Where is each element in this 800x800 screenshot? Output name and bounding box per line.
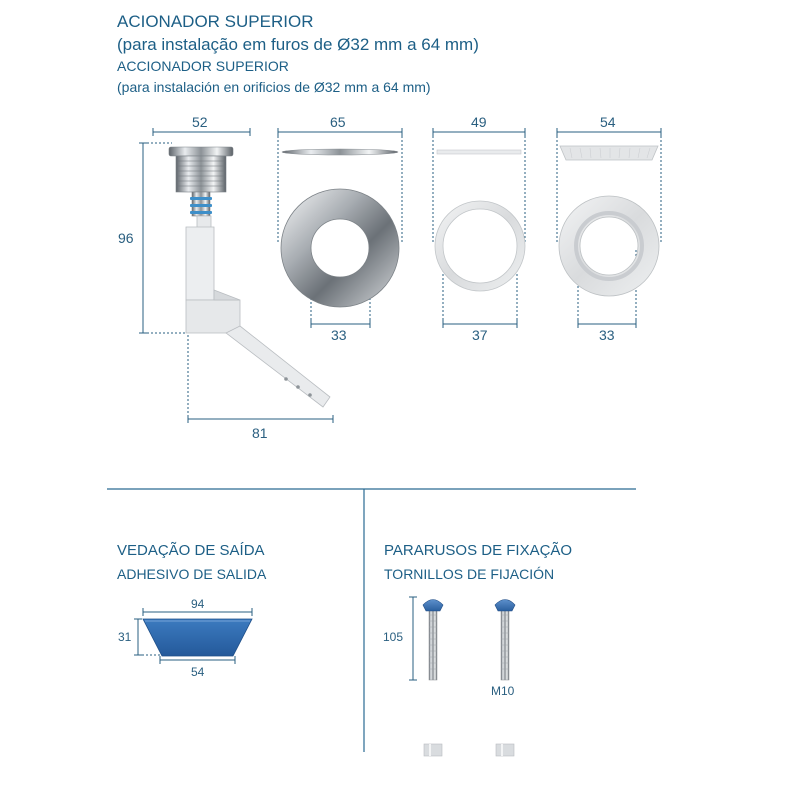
seal-title-es: ADHESIVO DE SALIDA (117, 566, 267, 582)
screw-dimension-lines (409, 597, 417, 680)
seal-top-label: 94 (191, 597, 205, 611)
ring-2-outer-label: 49 (471, 114, 487, 130)
subtitle-pt: (para instalação em furos de Ø32 mm a 64 mm) (117, 35, 479, 54)
ring-2-inner-label: 37 (472, 327, 488, 343)
screw-1-illustration (423, 600, 443, 757)
actuator-arm-label: 81 (252, 425, 268, 441)
screws-title-es: TORNILLOS DE FIJACIÓN (384, 566, 555, 582)
ring-1-illustration (281, 149, 399, 307)
subtitle-es: (para instalación en orificios de Ø32 mm a 64 mm) (117, 79, 431, 95)
title-pt: ACIONADOR SUPERIOR (117, 12, 314, 31)
ring-1-inner-label: 33 (331, 327, 347, 343)
actuator-height-label: 96 (118, 230, 134, 246)
screw-length-label: 105 (383, 630, 404, 644)
ring-3-inner-label: 33 (599, 327, 615, 343)
title-es: ACCIONADOR SUPERIOR (117, 58, 289, 74)
seal-bottom-label: 54 (191, 665, 205, 679)
screw-thread-label: M10 (491, 684, 515, 698)
ring-3-outer-label: 54 (600, 114, 616, 130)
ring-2-illustration (435, 150, 525, 291)
seal-illustration (143, 619, 252, 656)
ring-1-outer-label: 65 (330, 114, 346, 130)
actuator-width-label: 52 (192, 114, 208, 130)
ring-3-illustration (559, 146, 659, 296)
screws-title-pt: PARARUSOS DE FIXAÇÃO (384, 542, 573, 559)
seal-title-pt: VEDAÇÃO DE SAÍDA (117, 542, 265, 559)
screw-2-illustration (495, 600, 515, 757)
seal-height-label: 31 (118, 630, 132, 644)
